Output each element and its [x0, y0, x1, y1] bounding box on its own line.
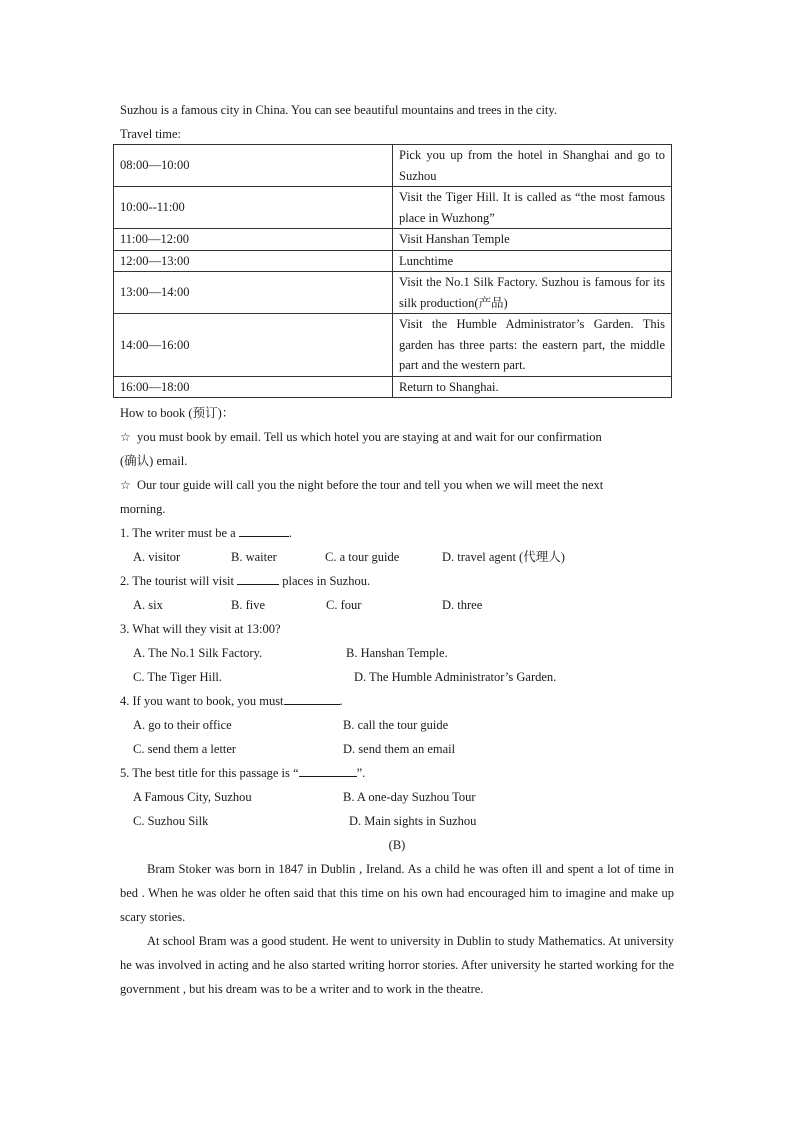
option-b: B. call the tour guide: [343, 718, 449, 732]
activity-cell: Visit Hanshan Temple: [393, 229, 672, 251]
option-a: A. The No.1 Silk Factory.: [133, 646, 263, 660]
table-row: [114, 250, 672, 272]
question-5: [120, 764, 365, 782]
rule-text-cont: (确认) email.: [120, 454, 188, 468]
option-b: B. waiter: [231, 550, 277, 564]
time-cell: 11:00—12:00: [114, 229, 393, 251]
rule-text: Our tour guide will call you the night before the tour and tell you when we will meet the next: [137, 478, 604, 492]
activity-cell: Visit the Tiger Hill. It is called as “the most famous place in Wuzhong”: [393, 187, 672, 229]
option-c: C. send them a letter: [133, 742, 237, 756]
intro-text: Suzhou is a famous city in China. You can see beautiful mountains and trees in the city.: [120, 103, 557, 117]
table-row: [114, 187, 672, 229]
time-cell: 14:00—16:00: [114, 314, 393, 377]
option-a: A. six: [133, 598, 163, 612]
activity-cell: Return to Shanghai.: [393, 376, 672, 398]
travel-time-label: Travel time:: [120, 127, 181, 141]
time-cell: 08:00—10:00: [114, 145, 393, 187]
section-b-heading: (B): [388, 838, 406, 852]
time-cell: 13:00—14:00: [114, 272, 393, 314]
option-c: C. a tour guide: [325, 550, 400, 564]
rule-text: you must book by email. Tell us which hotel you are staying at and wait for our confirmation: [137, 430, 602, 444]
time-cell: 12:00—13:00: [114, 250, 393, 272]
question-stem: 4. If you want to book, you must: [120, 694, 284, 708]
option-b: B. Hanshan Temple.: [346, 646, 448, 660]
option-d: D. send them an email: [343, 742, 456, 756]
schedule-table: [113, 144, 672, 398]
booking-rule: [120, 476, 603, 494]
question-2: [120, 572, 370, 590]
rule-text-cont: morning.: [120, 502, 166, 516]
table-row: [114, 272, 672, 314]
option-c: C. four: [326, 598, 362, 612]
reading-passage: [120, 857, 674, 1001]
answer-blank: [299, 764, 357, 777]
question-stem: 5. The best title for this passage is “: [120, 766, 299, 780]
activity-cell: Visit the No.1 Silk Factory. Suzhou is famous for its silk production(产品): [393, 272, 672, 314]
time-cell: 16:00—18:00: [114, 376, 393, 398]
answer-blank: [239, 524, 289, 537]
answer-blank: [237, 572, 279, 585]
option-d: D. Main sights in Suzhou: [349, 814, 477, 828]
how-to-book-heading: How to book (预订)：: [120, 406, 235, 420]
star-icon: ☆: [120, 478, 131, 492]
passage-paragraph: At school Bram was a good student. He went to university in Dublin to study Mathematics. At university he was involved in acting and he also started writing horror stories. After university he started working for the government , but his dream was to be a writer and to work in the theatre.: [120, 934, 674, 996]
question-1: [120, 524, 292, 542]
question-stem: 2. The tourist will visit: [120, 574, 235, 588]
option-b: B. A one-day Suzhou Tour: [343, 790, 476, 804]
activity-cell: Visit the Humble Administrator’s Garden. This garden has three parts: the eastern part, the middle part and the western part.: [393, 314, 672, 377]
option-d: D. travel agent (代理人): [442, 550, 565, 564]
option-c: C. Suzhou Silk: [133, 814, 209, 828]
option-c: C. The Tiger Hill.: [133, 670, 223, 684]
booking-rule: [120, 428, 602, 446]
table-row: [114, 376, 672, 398]
question-stem-end: places in Suzhou.: [282, 574, 371, 588]
table-row: [114, 145, 672, 187]
option-b: B. five: [231, 598, 266, 612]
table-row: [114, 314, 672, 377]
question-stem-end: ”.: [356, 766, 366, 780]
option-a: A. visitor: [133, 550, 181, 564]
question-stem-end: .: [288, 526, 292, 540]
table-row: [114, 229, 672, 251]
activity-cell: Lunchtime: [393, 250, 672, 272]
option-a: A. go to their office: [133, 718, 232, 732]
activity-cell: Pick you up from the hotel in Shanghai and go to Suzhou: [393, 145, 672, 187]
star-icon: ☆: [120, 430, 131, 444]
question-3: 3. What will they visit at 13:00?: [120, 622, 281, 636]
passage-paragraph: Bram Stoker was born in 1847 in Dublin , Ireland. As a child he was often ill and spent a lot of time in bed . When he was older he often said that this time on his own had encouraged him to imagine and make up scary stories.: [120, 862, 674, 924]
time-cell: 10:00--11:00: [114, 187, 393, 229]
answer-blank: [284, 692, 340, 705]
option-d: D. The Humble Administrator’s Garden.: [354, 670, 557, 684]
option-a: A Famous City, Suzhou: [133, 790, 252, 804]
option-d: D. three: [442, 598, 483, 612]
question-4: [120, 692, 343, 710]
question-stem-end: .: [339, 694, 343, 708]
question-stem: 1. The writer must be a: [120, 526, 236, 540]
